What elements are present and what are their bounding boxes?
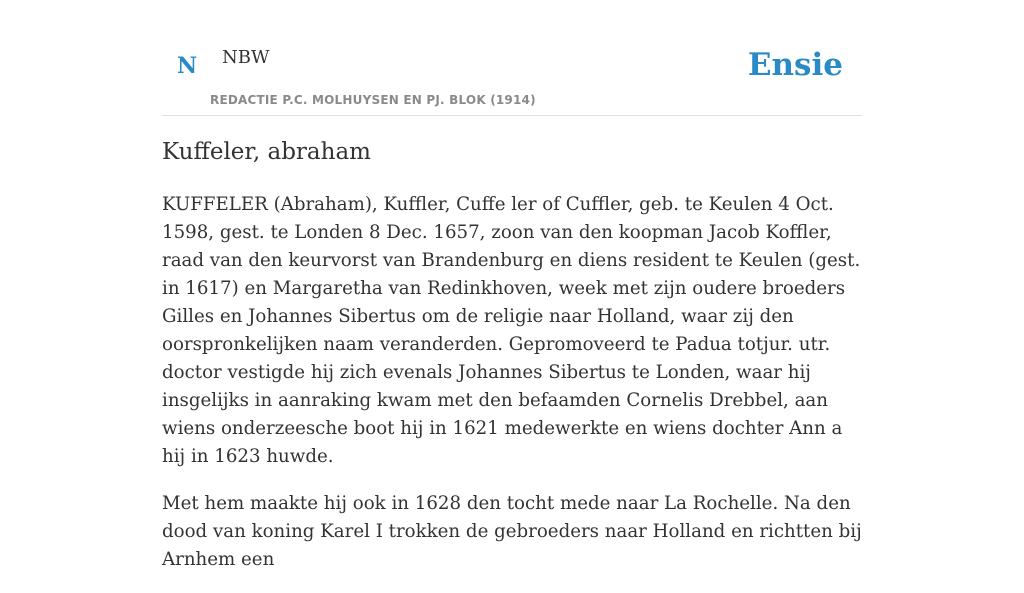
article-paragraph: Met hem maakte hij ook in 1628 den tocht mede naar La Rochelle. Na den dood van koning Karel I trokken de gebroeders naar Holland en richtten bij Arnhem een [162,493,862,570]
article-body [162,191,862,593]
source-name-link[interactable]: NBW [222,47,270,68]
article-paragraph: KUFFELER (Abraham), Kuffler, Cuffe ler of Cuffler, geb. te Keulen 4 Oct. 1598, gest. te Londen 8 Dec. 1657, zoon van den koopman Jacob Koffler, raad van den keurvorst van Brandenburg en diens resident te Keulen (gest. in 1617) en Margaretha van Redinkhoven, week met zijn oudere broeders Gilles en Johannes Sibertus om de religie naar Holland, waar zij den oorspronkelijken naam veranderden. Gepromoveerd te Padua totjur. utr. doctor vestigde hij zich evenals Johannes Sibertus te Londen, waar hij insgelijks in aanraking kwam met den befaamden Cornelis Drebbel, aan wiens onderzeesche boot hij in 1621 medewerkte en wiens dochter Ann a hij in 1623 huwde. [162,194,861,467]
brand-logo-link[interactable]: Ensie [747,47,843,83]
source-subtitle: REDACTIE P.C. MOLHUYSEN EN PJ. BLOK (1914) [210,93,536,107]
page-title: Kuffeler, abraham [162,139,371,165]
content-container [162,0,862,570]
header [162,0,862,116]
source-logo-icon[interactable]: N [177,53,198,79]
